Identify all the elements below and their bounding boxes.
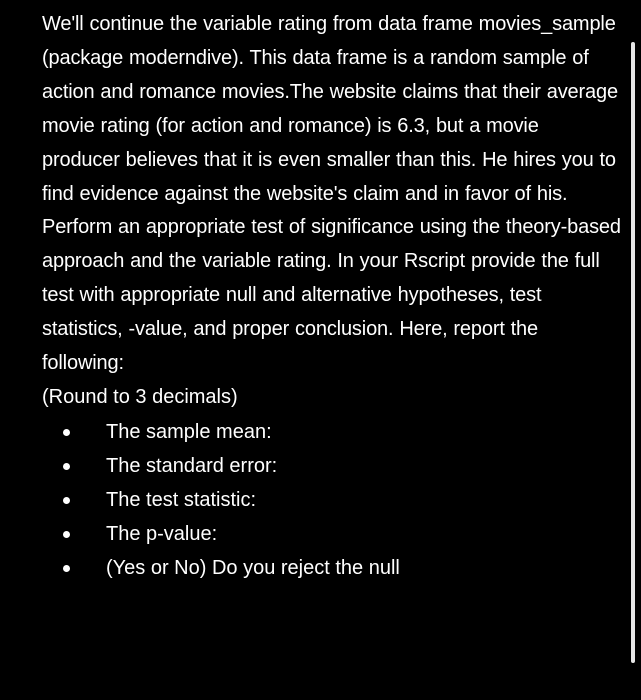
list-item: [42, 551, 622, 585]
bullet-icon: [63, 531, 70, 538]
list-item-label: The p-value:: [106, 522, 218, 545]
vertical-scrollbar[interactable]: [631, 42, 635, 663]
rounding-instruction: (Round to 3 decimals): [42, 385, 238, 408]
list-item: [42, 483, 622, 517]
list-item-label: The test statistic:: [106, 488, 257, 511]
bullet-icon: [63, 429, 70, 436]
list-item-label: (Yes or No) Do you reject the null: [106, 556, 400, 579]
question-body: [42, 8, 622, 585]
list-item: [42, 415, 622, 449]
bullet-icon: [63, 565, 70, 572]
answer-list: [42, 415, 622, 585]
list-item: [42, 517, 622, 551]
list-item: [42, 449, 622, 483]
bullet-icon: [63, 463, 70, 470]
bullet-icon: [63, 497, 70, 504]
question-paragraph: We'll continue the variable rating from data frame movies_sample (package moderndive). This data frame is a random sample of action and romance movies.The website claims that their average movie rating (for action and romance) is 6.3, but a movie producer believes that it is even smaller than this. He hires you to find evidence against the website's claim and in favor of his. Perform an appropriate test of significance using the theory-based approach and the variable rating. In your Rscript provide the full test with appropriate null and alternative hypotheses, test statistics, -value, and proper conclusion. Here, report the following:: [42, 13, 621, 375]
list-item-label: The sample mean:: [106, 420, 272, 443]
list-item-label: The standard error:: [106, 454, 278, 477]
